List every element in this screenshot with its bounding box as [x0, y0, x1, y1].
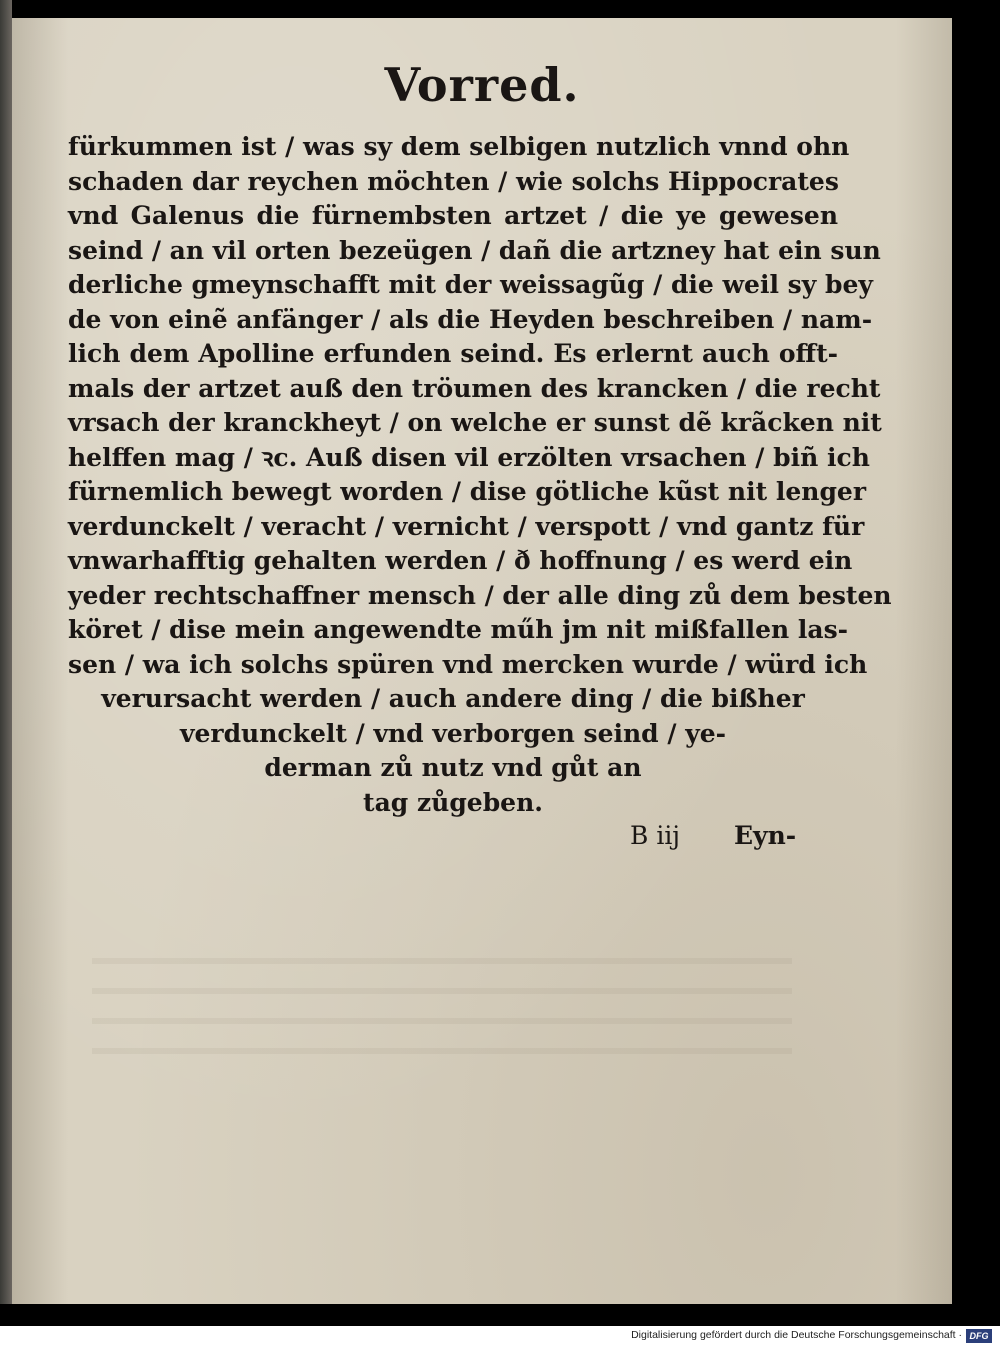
text-line: de von einẽ anfänger / als die Heyden beschreiben / nam-: [68, 304, 873, 334]
funding-credit: Digitalisierung gefördert durch die Deutsche Forschungsgemeinschaft ·: [631, 1329, 962, 1341]
body-text: [68, 130, 892, 820]
book-page: [12, 18, 952, 1304]
catchword: Eyn-: [734, 821, 797, 850]
text-line: verdunckelt / veracht / vernicht / verspott / vnd gantz für: [68, 511, 865, 541]
text-line: sen / wa ich solchs spüren vnd mercken wurde / würd ich: [68, 649, 868, 679]
text-line: mals der artzet auß den tröumen des krancken / die recht: [68, 373, 881, 403]
footer-bar: [0, 1326, 1000, 1347]
taper-line: derman zů nutz vnd gůt an: [264, 753, 642, 782]
text-line: vnd Galenus die fürnembsten artzet / die ye gewesen: [68, 201, 838, 230]
dfg-logo: DFG: [966, 1329, 992, 1343]
text-line: seind / an vil orten bezeügen / dañ die artzney hat ein sun: [68, 235, 881, 265]
page-heading: Vorred.: [384, 58, 580, 112]
taper-line: verursacht werden / auch andere ding / die bißher: [101, 684, 805, 713]
text-line: lich dem Apolline erfunden seind. Es erlernt auch offt-: [68, 339, 838, 368]
text-line: helffen mag / ꝛc. Auß disen vil erzölten vrsachen / biñ ich: [68, 442, 870, 472]
text-line: vnwarhafftig gehalten werden / ð hoffnung / es werd ein: [68, 546, 853, 575]
page-edge: [0, 0, 12, 1304]
text-line: fürnemlich bewegt worden / dise götliche kũst nit lenger: [68, 477, 866, 506]
show-through-shadow: [92, 958, 792, 1078]
taper-line: verdunckelt / vnd verborgen seind / ye-: [179, 718, 727, 748]
text-line: yeder rechtschaffner mensch / der alle ding zů dem besten: [68, 580, 892, 610]
taper-line: tag zůgeben.: [363, 787, 543, 817]
text-line: köret / dise mein angewendte műh jm nit mißfallen las-: [68, 615, 849, 644]
signature-mark: B iij: [630, 821, 681, 850]
text-line: schaden dar reychen möchten / wie solchs Hippocrates: [68, 166, 839, 196]
text-line: derliche gmeynschafft mit der weissagũg / die weil sy bey: [68, 270, 873, 299]
text-line: fürkummen ist / was sy dem selbigen nutzlich vnnd ohn: [68, 132, 850, 161]
text-line: vrsach der kranckheyt / on welche er sunst dẽ krãcken nit: [68, 408, 882, 437]
